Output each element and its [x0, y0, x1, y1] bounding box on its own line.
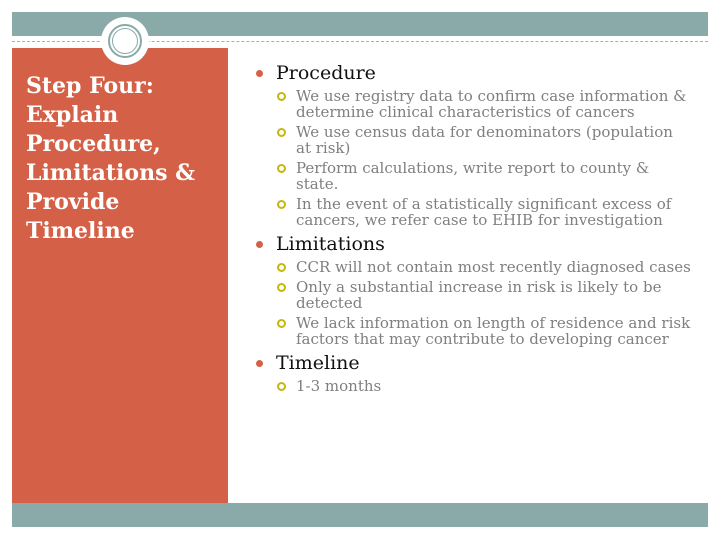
sub-bullet-icon	[277, 92, 286, 101]
list-item: 1-3 months	[252, 378, 692, 394]
list-item: CCR will not contain most recently diagnosed cases	[252, 259, 692, 275]
sub-bullet-icon	[277, 200, 286, 209]
bottom-band	[12, 503, 708, 527]
list-item: Perform calculations, write report to county & state.	[252, 160, 692, 192]
list-item: Only a substantial increase in risk is likely to be detected	[252, 279, 692, 311]
sub-bullet-icon	[277, 382, 286, 391]
section-heading: Timeline	[252, 351, 692, 375]
section-heading: Procedure	[252, 61, 692, 85]
sub-bullet-icon	[277, 283, 286, 292]
list-item: We use census data for denominators (population at risk)	[252, 124, 692, 156]
bullet-icon	[256, 70, 263, 77]
slide-content	[252, 60, 692, 398]
list-item: In the event of a statistically significant excess of cancers, we refer case to EHIB for investigation	[252, 196, 692, 228]
sub-bullet-icon	[277, 128, 286, 137]
sub-bullet-icon	[277, 164, 286, 173]
section-heading: Limitations	[252, 232, 692, 256]
sub-bullet-icon	[277, 319, 286, 328]
list-item: We use registry data to confirm case information & determine clinical characteristics of cancers	[252, 88, 692, 120]
list-item: We lack information on length of residence and risk factors that may contribute to developing cancer	[252, 315, 692, 347]
slide-title: Step Four: Explain Procedure, Limitations & Provide Timeline	[26, 73, 195, 244]
bullet-icon	[256, 241, 263, 248]
sub-bullet-icon	[277, 263, 286, 272]
bullet-icon	[256, 360, 263, 367]
circle-ornament-icon	[101, 17, 149, 65]
